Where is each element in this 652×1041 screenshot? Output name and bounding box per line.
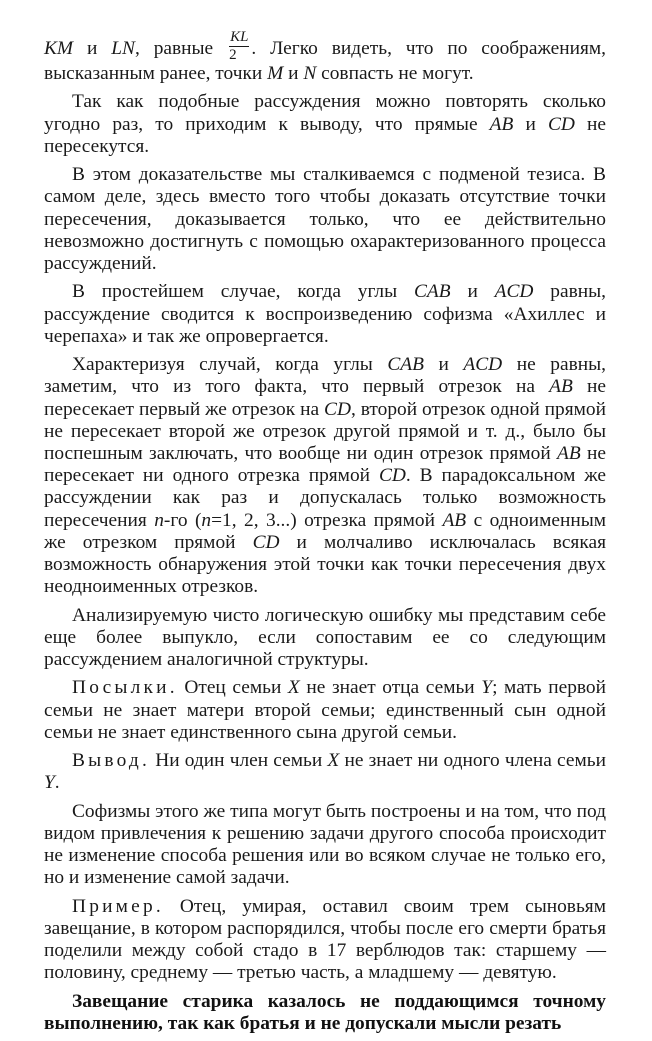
text-run: не знает отца семьи: [299, 677, 482, 699]
text-run: В простейшем случае, когда углы: [72, 281, 414, 303]
family-x: X: [287, 677, 300, 699]
text-run: и: [73, 37, 112, 59]
text-run: и молчаливо исключалась всякая возможность обнаружения этой точки как точки пересечения двух неодноименных отрезков.: [44, 531, 606, 598]
text-run: совпасть не могут.: [316, 63, 474, 84]
line-cd: CD: [324, 398, 351, 420]
paragraph-sophism-type: Софизмы этого же типа могут быть построены и на том, что под видом привлечения к решению задачи другого способа происходит не изменение способа решения или во всяком случае не только его, но и изменение самой задачи.: [44, 800, 606, 889]
text-run: и: [513, 113, 548, 135]
text-run: с одноименным же отрезком прямой: [44, 509, 606, 553]
paragraph-thesis-substitution: В этом доказательстве мы сталкиваемся с подменой тезиса. В самом деле, здесь вместо того чтобы доказать отсутствие точки пересечения, доказывается только, что ее действительно невозможно достигнуть с помощью охарактеризованного процесса рассуждений.: [44, 164, 606, 274]
text-run: Характеризуя случай, когда углы: [72, 354, 388, 376]
text-run: и: [423, 354, 464, 376]
text-run: . Легко видеть, что по соображениям, высказанным ранее, точки: [44, 37, 607, 84]
text-run: ; мать первой семьи не знает матери второй семьи; единственный сын одной семьи не знает единственного сына другой семьи.: [44, 677, 606, 743]
paragraph-analogy-intro: Анализируемую чисто логическую ошибку мы представим себе еще более выпукло, если сопоставим ее со следующим рассуждением аналогичной структуры.: [44, 604, 606, 671]
angle-cab: CAB: [387, 354, 424, 376]
text-run: равны, рассуждение сводится к воспроизведению софизма «Ахиллес и черепаха» и так же опровергается.: [44, 281, 606, 347]
line-ab: AB: [549, 376, 573, 398]
text-run: не пересекутся.: [44, 113, 606, 157]
paragraph-continuation: [44, 29, 607, 85]
family-y: Y: [481, 677, 493, 699]
text-run: =1, 2, 3...) отрезка прямой: [211, 509, 443, 531]
variable-n: n: [201, 509, 212, 531]
text-run: . В парадоксальном же рассуждении как раз и допускалась только возможность пересечения: [44, 465, 606, 531]
line-cd: CD: [547, 113, 575, 135]
point-n: N: [303, 63, 317, 84]
point-m: M: [267, 63, 284, 84]
segment-km: KM: [44, 37, 74, 59]
text-run: Так как подобные рассуждения можно повторять сколько угодно раз, то приходим к выводу, что прямые: [44, 91, 606, 135]
text-run: не пересекает первый же отрезок на: [44, 376, 606, 420]
conclusion-label: Вывод.: [72, 750, 151, 772]
paragraph-conclusion: [44, 91, 606, 158]
text-run: .: [54, 772, 60, 794]
text-run: , равные: [134, 37, 228, 59]
line-ab: AB: [557, 443, 581, 464]
angle-cab: CAB: [413, 281, 451, 303]
segment-ln: LN: [111, 37, 135, 59]
text-run: не знает ни одного члена семьи: [339, 750, 606, 772]
line-ab: AB: [442, 509, 467, 531]
variable-n: n: [154, 509, 164, 531]
line-cd: CD: [378, 465, 406, 487]
paragraph-unequal-angles: [44, 354, 606, 598]
example-label: Пример.: [72, 895, 164, 917]
paragraph-conclusion-output: [44, 750, 606, 794]
text-run: Отец, умирая, оставил своим трем сыновьям завещание, в котором распорядился, чтобы после его смерти братья поделили между собой стадо в 17 верблюдов так: старшему — половину, среднему — третью часть, а младшему — девятую.: [44, 895, 606, 984]
text-run: не равны, заметим, что из того факта, что первый отрезок на: [44, 354, 606, 398]
paragraph-example: [44, 896, 606, 985]
text-run: Ни один член семьи: [150, 750, 328, 772]
text-run: не пересекает ни одного отрезка прямой: [44, 443, 606, 487]
book-page: [44, 29, 607, 1041]
fraction-kl-over-2: [229, 30, 249, 63]
text-run: и: [283, 63, 304, 84]
fraction-numerator: KL: [230, 29, 249, 45]
text-run: , второй отрезок одной прямой не пересекает второй же отрезок другой прямой и т. д., было бы поспешным заключать, что вообще ни один отрезок прямой: [44, 398, 607, 464]
line-ab: AB: [489, 113, 514, 135]
text-run: и: [450, 281, 495, 303]
angle-acd: ACD: [494, 281, 534, 303]
premises-label: Посылки.: [72, 677, 178, 699]
text-run: -го (: [163, 509, 202, 531]
family-x: X: [327, 750, 340, 772]
fraction-denominator: 2: [229, 47, 237, 63]
paragraph-simplest-case: [44, 281, 606, 348]
paragraph-testament: Завещание старика казалось не поддающимся точному выполнению, так как братья и не допускали мысли резать: [44, 990, 606, 1034]
angle-acd: ACD: [463, 354, 503, 376]
text-run: Отец семьи: [177, 677, 288, 699]
line-cd: CD: [252, 531, 280, 553]
paragraph-premises: [44, 677, 606, 744]
family-y: Y: [44, 772, 55, 794]
